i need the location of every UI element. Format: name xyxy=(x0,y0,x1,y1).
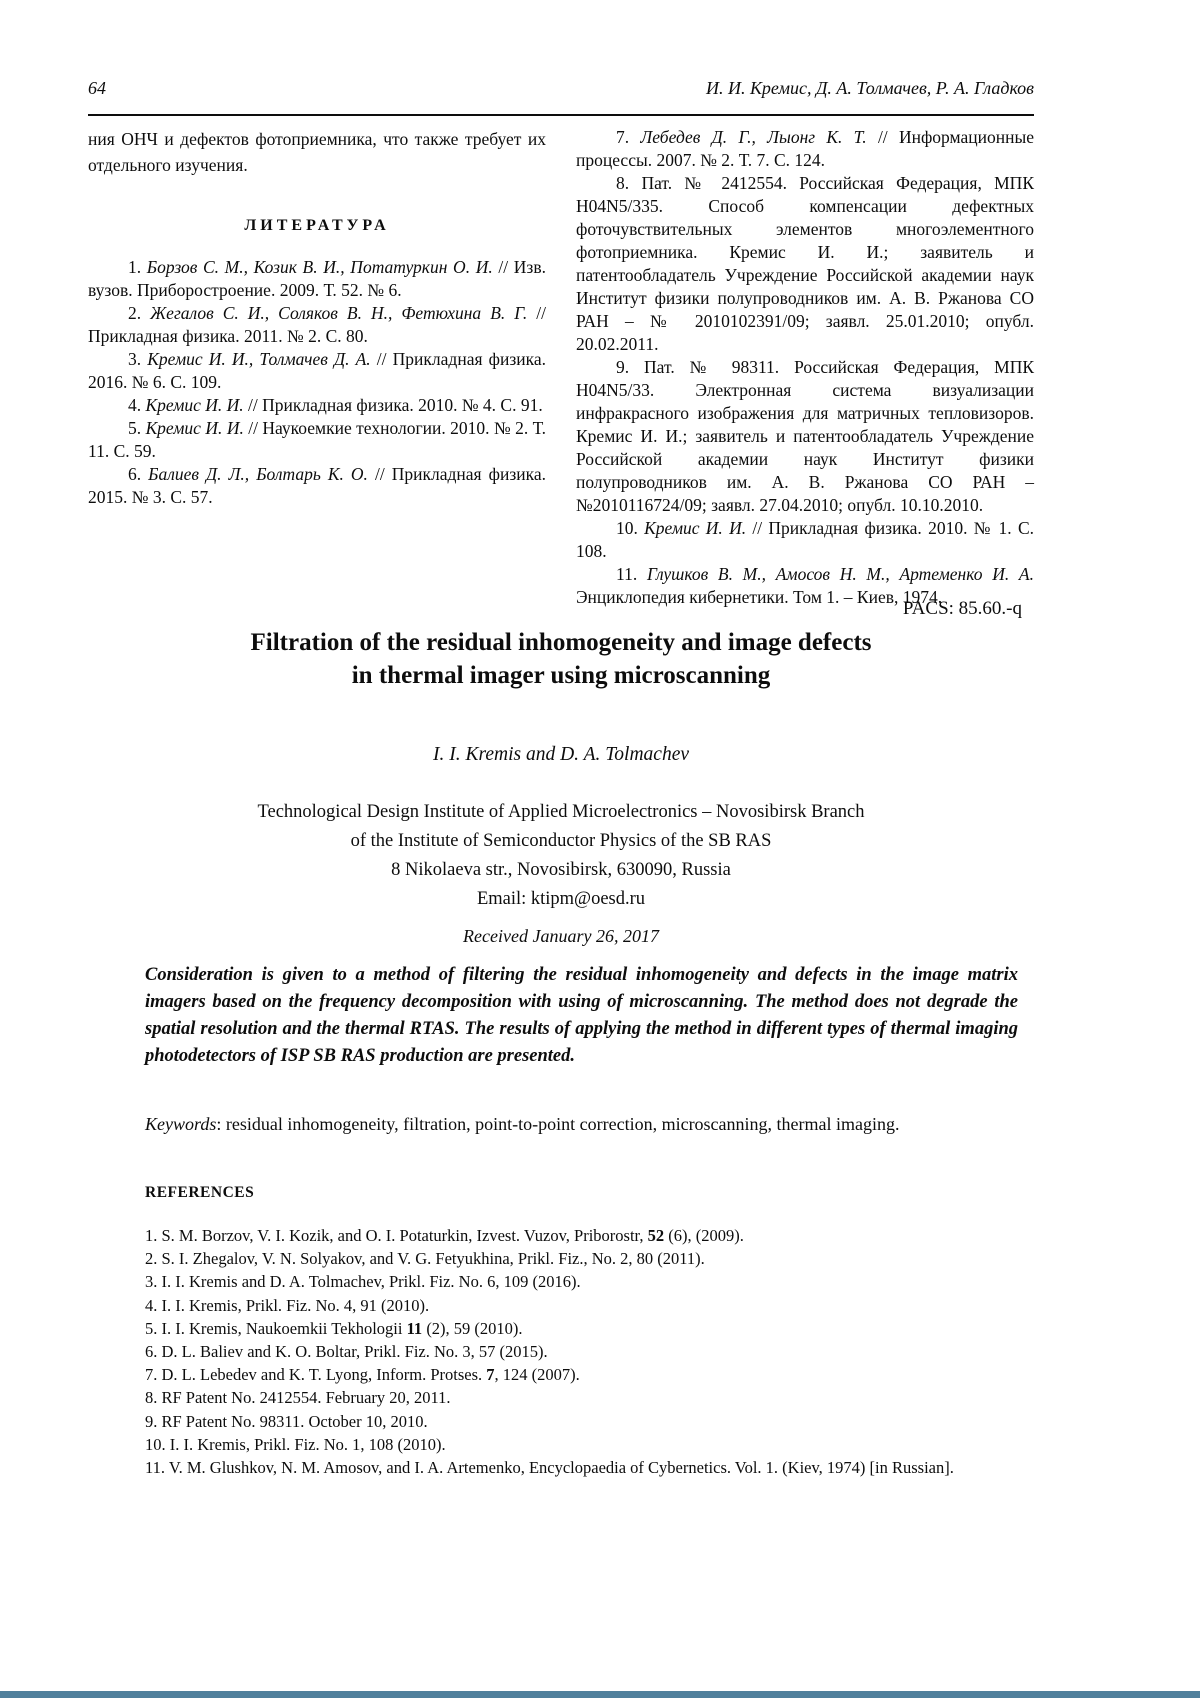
en-reference-6: 6. D. L. Baliev and K. O. Boltar, Prikl. Fiz. No. 3, 57 (2015). xyxy=(145,1342,548,1362)
pacs-code: PACS: 85.60.-q xyxy=(902,598,1022,619)
en-reference-5: 5. I. I. Kremis, Naukoemkii Tekhologii 11 (2), 59 (2010). xyxy=(145,1318,523,1338)
ru-reference-4: 4. Кремис И. И. // Прикладная физика. 2010. № 4. С. 91. xyxy=(128,395,543,415)
article-title xyxy=(88,626,1034,692)
ru-reference-9: 9. Пат. № 98311. Российская Федерация, МПК H04N5/33. Электронная система визуализации инфракрасного изображения для матричных тепловизоров. Кремис И. И.; заявитель и патентообладатель Учреждение Российской академии наук Институт физики полупроводников им. А. В. Ржанова СО РАН – №2010116724/09; заявл. 27.04.2010; опубл. 10.10.2010. xyxy=(576,357,1035,515)
en-reference-9: 9. RF Patent No. 98311. October 10, 2010. xyxy=(145,1411,428,1431)
ru-reference-7: 7. Лебедев Д. Г., Лыонг К. Т. // Информационные процессы. 2007. № 2. Т. 7. С. 124. xyxy=(576,127,1034,170)
ru-reference-2: 2. Жегалов С. И., Соляков В. Н., Фетюхина В. Г. // Прикладная физика. 2011. № 2. С. 80. xyxy=(88,303,547,346)
column-left xyxy=(88,126,546,609)
bottom-accent-bar xyxy=(0,1691,1200,1698)
column-right xyxy=(576,126,1034,609)
en-reference-7: 7. D. L. Lebedev and K. T. Lyong, Inform. Protses. 7, 124 (2007). xyxy=(145,1365,580,1385)
en-reference-4: 4. I. I. Kremis, Prikl. Fiz. No. 4, 91 (2010). xyxy=(145,1295,430,1315)
russian-columns xyxy=(88,126,1034,609)
ru-reference-1: 1. Борзов С. М., Козик В. И., Потатуркин О. И. // Изв. вузов. Приборостроение. 2009. Т. 52. № 6. xyxy=(88,257,546,300)
intro-paragraph: ния ОНЧ и дефектов фотоприемника, что также требует их отдельного изучения. xyxy=(88,129,546,175)
affiliation-line2: of the Institute of Semiconductor Physics of the SB RAS xyxy=(350,831,772,851)
ru-reference-10: 10. Кремис И. И. // Прикладная физика. 2010. № 1. С. 108. xyxy=(576,518,1034,561)
running-authors: И. И. Кремис, Д. А. Толмачев, Р. А. Гладков xyxy=(705,78,1034,98)
en-reference-3: 3. I. I. Kremis and D. A. Tolmachev, Prikl. Fiz. No. 6, 109 (2016). xyxy=(145,1272,581,1292)
keywords xyxy=(145,1114,1030,1135)
ru-reference-6: 6. Балиев Д. Л., Болтарь К. О. // Прикладная физика. 2015. № 3. С. 57. xyxy=(88,464,546,507)
abstract: Consideration is given to a method of filtering the residual inhomogeneity and defects in the image matrix imagers based on the frequency decomposition with using of microscanning. The method does not degrade the spatial resolution and the thermal RTAS. The results of applying the method in different types of thermal imaging photodetectors of ISP SB RAS production are presented. xyxy=(145,965,1018,1066)
header-rule xyxy=(88,114,1034,116)
page-number: 64 xyxy=(88,78,106,98)
ru-reference-3: 3. Кремис И. И., Толмачев Д. А. // Прикладная физика. 2016. № 6. С. 109. xyxy=(88,349,546,392)
affiliation xyxy=(88,798,1034,914)
en-reference-8: 8. RF Patent No. 2412554. February 20, 2011. xyxy=(145,1388,451,1408)
article-title-line2: in thermal imager using microscanning xyxy=(351,662,771,689)
keywords-label: Keywords xyxy=(145,1114,217,1134)
literature-heading: ЛИТЕРАТУРА xyxy=(244,217,390,234)
affiliation-email: Email: ktipm@oesd.ru xyxy=(476,889,646,909)
ru-reference-5: 5. Кремис И. И. // Наукоемкие технологии. 2010. № 2. Т. 11. С. 59. xyxy=(88,418,546,461)
received-date: Received January 26, 2017 xyxy=(463,926,659,946)
keywords-text: : residual inhomogeneity, filtration, point-to-point correction, microscanning, thermal imaging. xyxy=(216,1114,900,1134)
en-reference-11: 11. V. M. Glushkov, N. M. Amosov, and I. A. Artemenko, Encyclopaedia of Cybernetics. Vol. 1. (Kiev, 1974) [in Russian]. xyxy=(145,1458,954,1478)
affiliation-line1: Technological Design Institute of Applied Microelectronics – Novosibirsk Branch xyxy=(257,802,865,822)
en-reference-2: 2. S. I. Zhegalov, V. N. Solyakov, and V. G. Fetyukhina, Prikl. Fiz., No. 2, 80 (2011). xyxy=(145,1249,705,1269)
en-reference-1: 1. S. M. Borzov, V. I. Kozik, and O. I. Potaturkin, Izvest. Vuzov, Priborostr, 52 (6), (2009). xyxy=(145,1226,744,1245)
running-header xyxy=(88,78,1034,99)
article-authors: I. I. Kremis and D. A. Tolmachev xyxy=(432,744,689,765)
ru-reference-11: 11. Глушков В. М., Амосов Н. М., Артеменко И. А. Энциклопедия кибернетики. Том 1. – Киев, 1974. xyxy=(576,564,1034,607)
references-heading: REFERENCES xyxy=(145,1184,255,1201)
ru-reference-8: 8. Пат. № 2412554. Российская Федерация, МПК H04N5/335. Способ компенсации дефектных фоточувствительных элементов многоэлементного фотоприемника. Кремис И. И.; заявитель и патентообладатель Учреждение Российской академии наук Институт физики полупроводников им. А. В. Ржанова СО РАН – № 2010102391/09; заявл. 25.01.2010; опубл. 20.02.2011. xyxy=(576,173,1034,354)
affiliation-line3: 8 Nikolaeva str., Novosibirsk, 630090, Russia xyxy=(391,860,731,880)
en-reference-10: 10. I. I. Kremis, Prikl. Fiz. No. 1, 108 (2010). xyxy=(145,1434,446,1454)
english-references xyxy=(145,1224,1050,1479)
article-title-line1: Filtration of the residual inhomogeneity and image defects xyxy=(250,629,872,656)
